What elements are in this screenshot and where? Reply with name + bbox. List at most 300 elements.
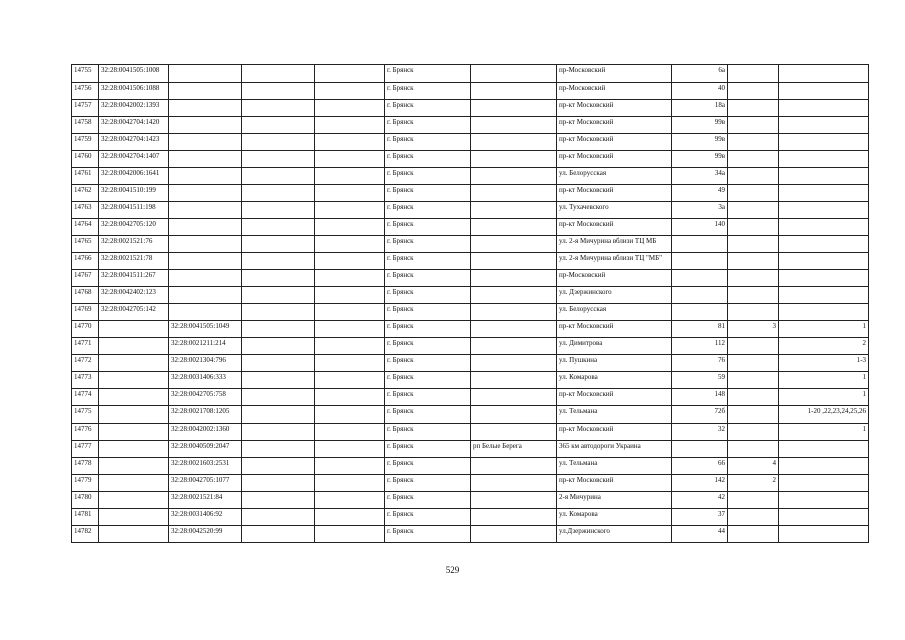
cell-cadastral-number-old: 32:28:0041506:1088 — [99, 83, 169, 100]
cell-city: г. Брянск — [385, 287, 471, 304]
cell-apartment: 1 — [779, 424, 869, 441]
cell-empty — [242, 65, 315, 83]
table-row — [72, 492, 869, 509]
cell-record-number: 14771 — [72, 338, 99, 355]
cell-street: ул. Белорусская — [557, 304, 672, 321]
cell-apartment — [779, 202, 869, 219]
cell-cadastral-number — [169, 304, 242, 321]
cell-district — [471, 185, 557, 202]
table-row — [72, 236, 869, 253]
cell-building — [728, 492, 779, 509]
cell-record-number: 14764 — [72, 219, 99, 236]
cell-city: г. Брянск — [385, 151, 471, 168]
cell-record-number: 14762 — [72, 185, 99, 202]
cell-cadastral-number — [169, 185, 242, 202]
cell-house: 49 — [672, 185, 728, 202]
cell-cadastral-number-old — [99, 492, 169, 509]
cell-street: ул.Дзержинского — [557, 526, 672, 543]
cell-city: г. Брянск — [385, 236, 471, 253]
cell-house: 3а — [672, 202, 728, 219]
cell-empty — [315, 389, 385, 406]
table-row — [72, 509, 869, 526]
cell-street: ул. 2-я Мичурина вблизи ТЦ МБ — [557, 236, 672, 253]
cell-apartment — [779, 458, 869, 475]
cell-empty — [242, 424, 315, 441]
cell-house: 76 — [672, 355, 728, 372]
cell-record-number: 14765 — [72, 236, 99, 253]
cell-apartment — [779, 441, 869, 458]
cell-empty — [315, 134, 385, 151]
cell-empty — [315, 372, 385, 389]
table-body — [72, 65, 869, 543]
table-row — [72, 117, 869, 134]
cell-street: ул. Димитрова — [557, 338, 672, 355]
cell-empty — [315, 304, 385, 321]
cell-apartment — [779, 168, 869, 185]
cell-building: 2 — [728, 475, 779, 492]
cell-record-number: 14759 — [72, 134, 99, 151]
cell-street: 2-я Мичурина — [557, 492, 672, 509]
cell-apartment — [779, 509, 869, 526]
cell-street: ул. Комарова — [557, 372, 672, 389]
cell-building — [728, 168, 779, 185]
cell-empty — [242, 236, 315, 253]
cell-house: 112 — [672, 338, 728, 355]
cell-district — [471, 219, 557, 236]
cell-cadastral-number-old — [99, 424, 169, 441]
cell-house: 59 — [672, 372, 728, 389]
cell-building — [728, 441, 779, 458]
cell-empty — [315, 100, 385, 117]
cell-street: пр-кт Московский — [557, 100, 672, 117]
cell-district — [471, 355, 557, 372]
cell-city: г. Брянск — [385, 321, 471, 338]
cell-cadastral-number-old — [99, 509, 169, 526]
cell-apartment: 2 — [779, 338, 869, 355]
cell-street: ул. Дзержинского — [557, 287, 672, 304]
cell-apartment: 1-20 ,22,23,24,25,26 — [779, 406, 869, 424]
cell-house: 40 — [672, 83, 728, 100]
cell-house: 72б — [672, 406, 728, 424]
cell-empty — [242, 441, 315, 458]
cell-city: г. Брянск — [385, 168, 471, 185]
cell-cadastral-number-old: 32:28:0041511:198 — [99, 202, 169, 219]
cell-cadastral-number: 32:28:0031406:333 — [169, 372, 242, 389]
cell-empty — [315, 185, 385, 202]
cell-cadastral-number-old: 32:28:0041511:267 — [99, 270, 169, 287]
cell-cadastral-number-old: 32:28:0021521:76 — [99, 236, 169, 253]
cell-cadastral-number — [169, 270, 242, 287]
cell-city: г. Брянск — [385, 492, 471, 509]
cell-house: 37 — [672, 509, 728, 526]
cell-record-number: 14780 — [72, 492, 99, 509]
table-row — [72, 406, 869, 424]
table-row — [72, 270, 869, 287]
cell-apartment — [779, 304, 869, 321]
cell-building — [728, 389, 779, 406]
cell-street: пр-кт Московский — [557, 389, 672, 406]
cell-apartment — [779, 83, 869, 100]
cell-record-number: 14781 — [72, 509, 99, 526]
cell-street: ул. Белорусская — [557, 168, 672, 185]
cell-district — [471, 236, 557, 253]
cell-record-number: 14775 — [72, 406, 99, 424]
cell-district — [471, 304, 557, 321]
cell-cadastral-number — [169, 168, 242, 185]
cell-empty — [315, 236, 385, 253]
cell-district — [471, 117, 557, 134]
cell-cadastral-number-old — [99, 406, 169, 424]
cell-empty — [315, 83, 385, 100]
cell-cadastral-number-old: 32:28:0042704:1407 — [99, 151, 169, 168]
cell-empty — [315, 253, 385, 270]
cell-street: ул. Тельмана — [557, 458, 672, 475]
table-row — [72, 65, 869, 83]
cell-empty — [315, 509, 385, 526]
cell-building — [728, 526, 779, 543]
cell-district — [471, 151, 557, 168]
cell-apartment: 1 — [779, 321, 869, 338]
cell-house — [672, 441, 728, 458]
cell-empty — [315, 424, 385, 441]
table-row — [72, 287, 869, 304]
cell-street: ул. Тельмана — [557, 406, 672, 424]
table-row — [72, 441, 869, 458]
cell-city: г. Брянск — [385, 100, 471, 117]
cell-district — [471, 65, 557, 83]
table-row — [72, 338, 869, 355]
table-row — [72, 355, 869, 372]
cell-house: 99в — [672, 151, 728, 168]
cell-empty — [315, 492, 385, 509]
cell-city: г. Брянск — [385, 441, 471, 458]
cell-city: г. Брянск — [385, 372, 471, 389]
cell-apartment — [779, 253, 869, 270]
cell-house: 34а — [672, 168, 728, 185]
cell-street: ул. Комарова — [557, 509, 672, 526]
cell-district — [471, 458, 557, 475]
cell-empty — [242, 134, 315, 151]
cell-empty — [315, 526, 385, 543]
cell-cadastral-number-old — [99, 441, 169, 458]
cell-apartment — [779, 151, 869, 168]
table-row — [72, 458, 869, 475]
cell-empty — [242, 526, 315, 543]
cell-record-number: 14767 — [72, 270, 99, 287]
cell-cadastral-number-old: 32:28:0021521:78 — [99, 253, 169, 270]
cell-empty — [242, 389, 315, 406]
table-row — [72, 219, 869, 236]
cell-house: 99в — [672, 117, 728, 134]
cell-house: 66 — [672, 458, 728, 475]
table-row — [72, 202, 869, 219]
cell-record-number: 14766 — [72, 253, 99, 270]
cell-building — [728, 287, 779, 304]
cell-cadastral-number — [169, 151, 242, 168]
cell-empty — [242, 100, 315, 117]
cell-district — [471, 424, 557, 441]
table-row — [72, 134, 869, 151]
cell-district — [471, 134, 557, 151]
cell-street: пр-кт Московский — [557, 185, 672, 202]
cell-house — [672, 236, 728, 253]
cell-city: г. Брянск — [385, 475, 471, 492]
cell-record-number: 14761 — [72, 168, 99, 185]
cell-city: г. Брянск — [385, 185, 471, 202]
cell-cadastral-number — [169, 287, 242, 304]
cell-apartment — [779, 236, 869, 253]
table-row — [72, 321, 869, 338]
cell-apartment — [779, 117, 869, 134]
cell-empty — [315, 321, 385, 338]
cell-record-number: 14760 — [72, 151, 99, 168]
cell-city: г. Брянск — [385, 406, 471, 424]
cell-empty — [242, 458, 315, 475]
cell-apartment — [779, 65, 869, 83]
cell-empty — [315, 338, 385, 355]
cell-district — [471, 253, 557, 270]
cell-record-number: 14774 — [72, 389, 99, 406]
cell-building — [728, 65, 779, 83]
cell-building — [728, 100, 779, 117]
page-number: 529 — [445, 565, 460, 575]
cell-city: г. Брянск — [385, 270, 471, 287]
cell-cadastral-number — [169, 253, 242, 270]
cell-city: г. Брянск — [385, 134, 471, 151]
table-row — [72, 304, 869, 321]
cell-apartment — [779, 492, 869, 509]
cell-empty — [315, 406, 385, 424]
cell-record-number: 14770 — [72, 321, 99, 338]
cell-empty — [242, 168, 315, 185]
cell-street: пр-Московский — [557, 83, 672, 100]
cell-city: г. Брянск — [385, 65, 471, 83]
cell-city: г. Брянск — [385, 424, 471, 441]
cell-cadastral-number: 32:28:0042705:1077 — [169, 475, 242, 492]
cell-building — [728, 219, 779, 236]
cell-record-number: 14755 — [72, 65, 99, 83]
cell-empty — [315, 458, 385, 475]
cell-cadastral-number: 32:28:0021708:1205 — [169, 406, 242, 424]
cell-empty — [242, 219, 315, 236]
cell-building — [728, 253, 779, 270]
cell-city: г. Брянск — [385, 253, 471, 270]
cell-city: г. Брянск — [385, 526, 471, 543]
table-row — [72, 168, 869, 185]
cell-house: 81 — [672, 321, 728, 338]
cell-cadastral-number-old: 32:28:0042704:1420 — [99, 117, 169, 134]
cell-cadastral-number: 32:28:0042705:758 — [169, 389, 242, 406]
cell-city: г. Брянск — [385, 83, 471, 100]
cell-empty — [315, 117, 385, 134]
cell-building — [728, 509, 779, 526]
cell-street: пр-Московский — [557, 270, 672, 287]
table-row — [72, 83, 869, 100]
cell-empty — [315, 355, 385, 372]
cell-district — [471, 475, 557, 492]
cell-building — [728, 236, 779, 253]
cell-empty — [242, 287, 315, 304]
cell-street: пр-кт Московский — [557, 117, 672, 134]
cell-empty — [242, 372, 315, 389]
cell-empty — [242, 185, 315, 202]
cell-district — [471, 492, 557, 509]
cell-apartment — [779, 100, 869, 117]
cell-empty — [242, 117, 315, 134]
cell-cadastral-number-old — [99, 372, 169, 389]
cell-apartment — [779, 475, 869, 492]
cell-empty — [315, 441, 385, 458]
cell-empty — [315, 151, 385, 168]
cell-building: 4 — [728, 458, 779, 475]
cell-building — [728, 372, 779, 389]
cell-cadastral-number: 32:28:0042002:1360 — [169, 424, 242, 441]
cell-district — [471, 338, 557, 355]
cell-empty — [242, 151, 315, 168]
cell-record-number: 14776 — [72, 424, 99, 441]
cell-empty — [242, 355, 315, 372]
cell-cadastral-number-old — [99, 389, 169, 406]
cell-apartment: 1 — [779, 389, 869, 406]
cell-street: пр-Московский — [557, 65, 672, 83]
cell-house — [672, 270, 728, 287]
table-row — [72, 526, 869, 543]
cell-district — [471, 83, 557, 100]
cell-cadastral-number — [169, 65, 242, 83]
cell-empty — [315, 219, 385, 236]
cell-record-number: 14778 — [72, 458, 99, 475]
cell-apartment — [779, 219, 869, 236]
cell-record-number: 14769 — [72, 304, 99, 321]
cell-empty — [315, 270, 385, 287]
cell-building — [728, 355, 779, 372]
cell-cadastral-number: 32:28:0021521:84 — [169, 492, 242, 509]
cell-city: г. Брянск — [385, 509, 471, 526]
cell-district — [471, 389, 557, 406]
cell-cadastral-number-old: 32:28:0042402:123 — [99, 287, 169, 304]
cell-street: пр-кт Московский — [557, 321, 672, 338]
cell-street: пр-кт Московский — [557, 151, 672, 168]
cell-empty — [242, 304, 315, 321]
cell-record-number: 14768 — [72, 287, 99, 304]
cell-street: пр-кт Московский — [557, 424, 672, 441]
table-row — [72, 389, 869, 406]
cell-record-number: 14757 — [72, 100, 99, 117]
cell-empty — [315, 65, 385, 83]
cell-cadastral-number-old — [99, 355, 169, 372]
cell-house: 99в — [672, 134, 728, 151]
cell-city: г. Брянск — [385, 338, 471, 355]
cell-cadastral-number-old: 32:28:0042705:142 — [99, 304, 169, 321]
cell-house: 148 — [672, 389, 728, 406]
cell-district — [471, 168, 557, 185]
cell-house: 18а — [672, 100, 728, 117]
cell-record-number: 14756 — [72, 83, 99, 100]
cell-house — [672, 304, 728, 321]
cell-cadastral-number-old: 32:28:0041505:1008 — [99, 65, 169, 83]
table-row — [72, 185, 869, 202]
cell-record-number: 14758 — [72, 117, 99, 134]
cell-empty — [315, 475, 385, 492]
cell-cadastral-number: 32:28:0031406:92 — [169, 509, 242, 526]
cell-empty — [242, 475, 315, 492]
cell-building — [728, 151, 779, 168]
cell-cadastral-number — [169, 134, 242, 151]
table-row — [72, 475, 869, 492]
cell-cadastral-number — [169, 100, 242, 117]
cell-empty — [242, 492, 315, 509]
cell-building — [728, 304, 779, 321]
cell-cadastral-number-old — [99, 321, 169, 338]
cell-apartment: 1 — [779, 372, 869, 389]
cell-empty — [242, 83, 315, 100]
cell-house: 142 — [672, 475, 728, 492]
cell-apartment — [779, 526, 869, 543]
table-row — [72, 372, 869, 389]
cell-house — [672, 287, 728, 304]
cell-apartment: 1-3 — [779, 355, 869, 372]
cell-district — [471, 100, 557, 117]
cell-cadastral-number — [169, 202, 242, 219]
cell-city: г. Брянск — [385, 117, 471, 134]
cell-house: 44 — [672, 526, 728, 543]
cell-city: г. Брянск — [385, 389, 471, 406]
cell-empty — [242, 202, 315, 219]
cell-city: г. Брянск — [385, 304, 471, 321]
cell-cadastral-number-old: 32:28:0041510:199 — [99, 185, 169, 202]
cell-street: ул. Пушкина — [557, 355, 672, 372]
cell-cadastral-number-old: 32:28:0042002:1393 — [99, 100, 169, 117]
cell-street: пр-кт Московский — [557, 475, 672, 492]
cell-cadastral-number-old: 32:28:0042705:120 — [99, 219, 169, 236]
cell-cadastral-number-old — [99, 475, 169, 492]
cell-district — [471, 509, 557, 526]
table-row — [72, 100, 869, 117]
cell-cadastral-number — [169, 83, 242, 100]
cell-record-number: 14782 — [72, 526, 99, 543]
cell-cadastral-number-old — [99, 458, 169, 475]
cell-street: пр-кт Московский — [557, 219, 672, 236]
cell-record-number: 14772 — [72, 355, 99, 372]
cell-building — [728, 202, 779, 219]
cell-building — [728, 338, 779, 355]
cell-house: 42 — [672, 492, 728, 509]
cell-cadastral-number-old — [99, 526, 169, 543]
cell-empty — [315, 168, 385, 185]
cell-empty — [315, 287, 385, 304]
cell-empty — [242, 253, 315, 270]
cell-building — [728, 83, 779, 100]
cell-house: 6а — [672, 65, 728, 83]
cell-cadastral-number — [169, 117, 242, 134]
cell-empty — [242, 321, 315, 338]
cell-district — [471, 526, 557, 543]
cell-building — [728, 134, 779, 151]
cell-cadastral-number: 32:28:0021603:2531 — [169, 458, 242, 475]
cell-district — [471, 270, 557, 287]
cell-city: г. Брянск — [385, 458, 471, 475]
cell-district — [471, 406, 557, 424]
cell-empty — [242, 338, 315, 355]
cell-apartment — [779, 185, 869, 202]
cell-cadastral-number — [169, 236, 242, 253]
registry-table — [71, 64, 869, 543]
cell-cadastral-number: 32:28:0041505:1049 — [169, 321, 242, 338]
cell-cadastral-number — [169, 219, 242, 236]
cell-apartment — [779, 270, 869, 287]
cell-district: рп Белые Берега — [471, 441, 557, 458]
cell-city: г. Брянск — [385, 202, 471, 219]
